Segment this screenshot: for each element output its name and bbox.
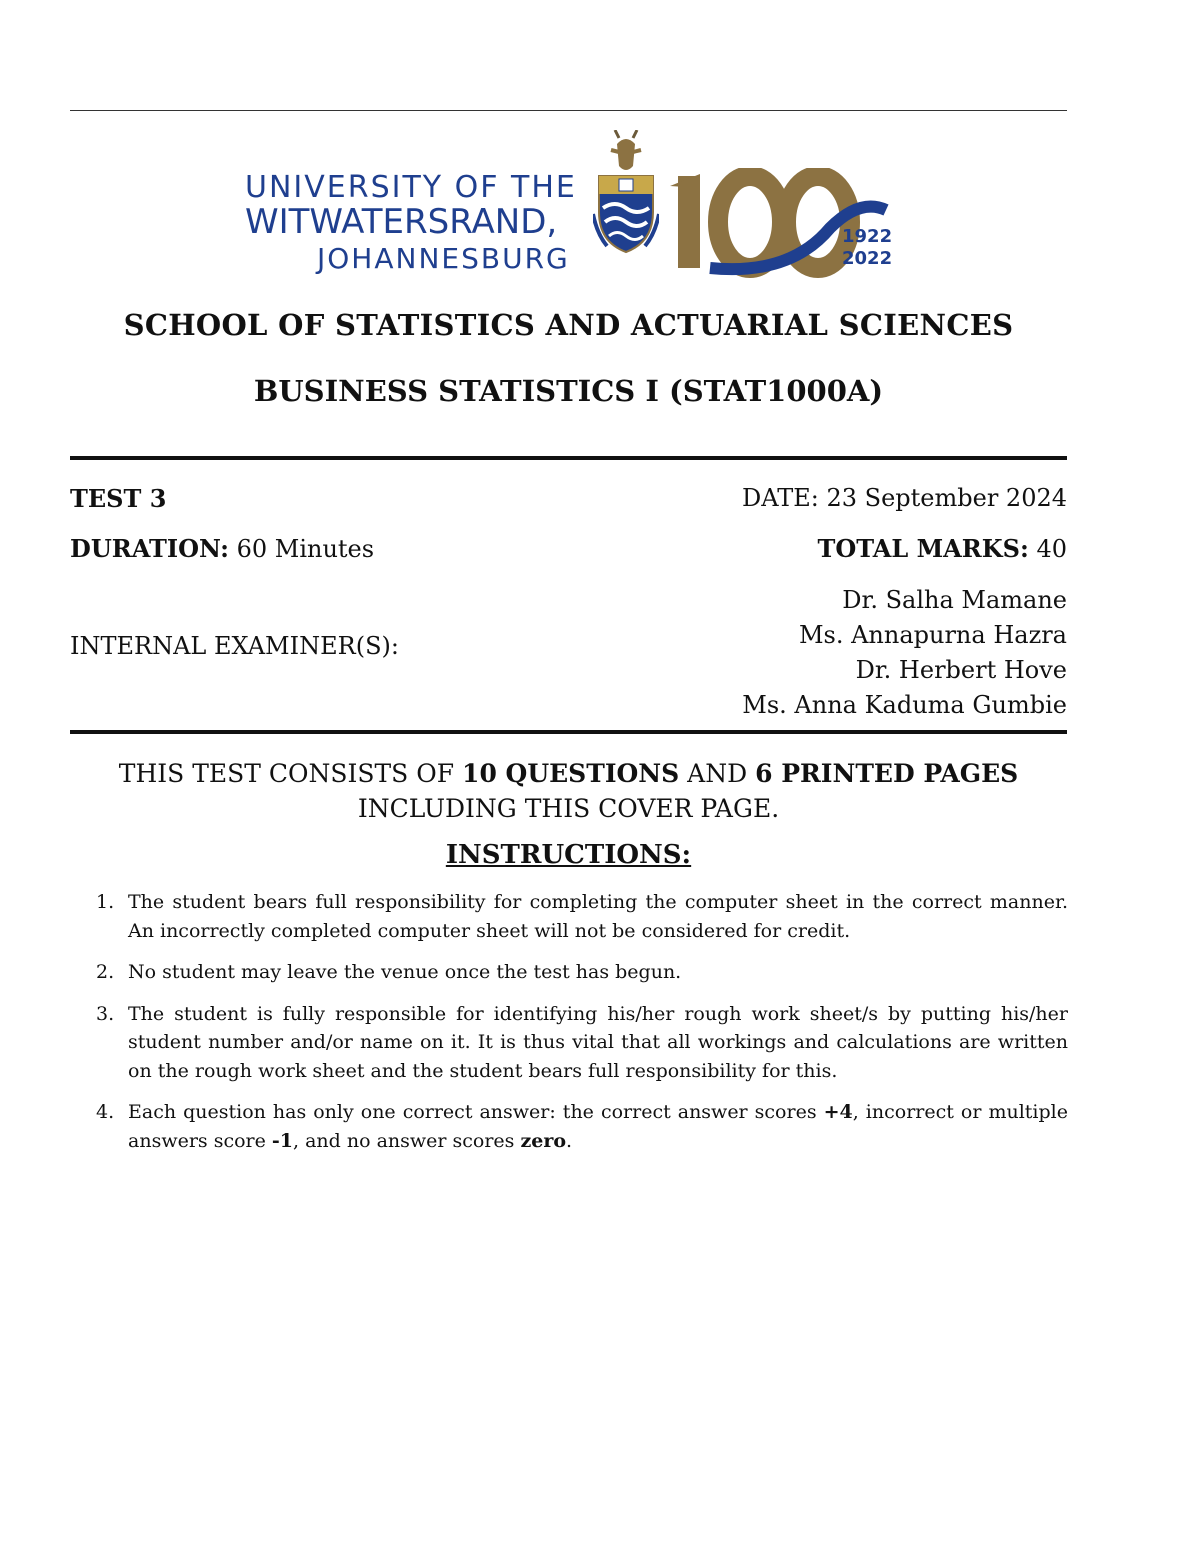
list-item	[96, 888, 1068, 945]
no-answer-score: zero	[520, 1129, 567, 1152]
header-rule-top	[70, 456, 1067, 460]
instructions-heading: INSTRUCTIONS:	[445, 840, 692, 870]
total-marks	[817, 534, 1067, 563]
scoring-text: .	[566, 1129, 573, 1152]
examiners-list	[742, 583, 1067, 723]
duration-value: 60 Minutes	[236, 535, 375, 563]
scoring-text: Each question has only one correct answer: the correct answer scores	[128, 1101, 817, 1123]
correct-score: +4	[823, 1101, 853, 1123]
logo-line-3: JOHANNESBURG	[317, 242, 570, 275]
item-text	[128, 1101, 1068, 1152]
year-start: 1922	[842, 226, 893, 247]
crest-icon	[593, 130, 659, 260]
date-value: 23 September 2024	[826, 484, 1067, 512]
test-duration	[70, 534, 374, 563]
composition-line-2: INCLUDING THIS COVER PAGE.	[357, 794, 780, 823]
logo-line-2: WITWATERSRAND,	[245, 202, 558, 242]
list-item	[96, 1098, 1068, 1155]
total-marks-value: 40	[1036, 535, 1067, 563]
school-name: SCHOOL OF STATISTICS AND ACTUARIAL SCIENCES	[123, 308, 1014, 342]
test-composition	[70, 756, 1067, 826]
duration-label: DURATION:	[70, 534, 229, 563]
question-count: 10 QUESTIONS	[462, 759, 680, 788]
instructions-list	[96, 888, 1068, 1168]
item-text: The student bears full responsibility for completing the computer sheet in the correct manner. An incorrectly completed computer sheet will not be considered for credit.	[128, 891, 1068, 942]
test-date	[742, 484, 1067, 512]
item-text: No student may leave the venue once the test has begun.	[128, 961, 682, 983]
course-title: BUSINESS STATISTICS I (STAT1000A)	[253, 374, 884, 408]
university-logo	[245, 130, 895, 280]
header-rule-bottom	[70, 730, 1067, 734]
scoring-text: , incorrect or multiple answers score	[128, 1101, 1068, 1152]
examiner-name: Dr. Salha Mamane	[842, 586, 1067, 614]
date-label: DATE:	[741, 484, 819, 512]
centenary-years	[842, 226, 892, 270]
list-item	[96, 1000, 1068, 1086]
composition-text: AND	[687, 759, 748, 788]
incorrect-score: -1	[271, 1129, 294, 1152]
scoring-text: , and no answer scores	[293, 1129, 515, 1152]
test-label: TEST 3	[70, 484, 167, 513]
examiners-label: INTERNAL EXAMINER(S):	[70, 632, 399, 660]
logo-line-1: UNIVERSITY OF THE	[245, 170, 577, 205]
composition-text: THIS TEST CONSISTS OF	[118, 759, 455, 788]
list-item	[96, 958, 1068, 987]
item-text: The student is fully responsible for identifying his/her rough work sheet/s by putting his/her student number and/or name on it. It is thus vital that all workings and calculations are written on the rough work sheet and the student bears full responsibility for this.	[128, 1002, 1068, 1082]
examiner-name: Ms. Annapurna Hazra	[798, 621, 1067, 649]
item-number: 1.	[96, 891, 115, 913]
item-number: 4.	[96, 1101, 115, 1123]
examiner-name: Dr. Herbert Hove	[855, 656, 1067, 684]
item-number: 3.	[96, 1002, 115, 1025]
composition-line-1	[70, 756, 1067, 791]
top-rule	[70, 110, 1067, 111]
page-count: 6 PRINTED PAGES	[755, 759, 1019, 788]
examiner-name: Ms. Anna Kaduma Gumbie	[742, 691, 1067, 719]
year-end: 2022	[842, 248, 893, 269]
total-marks-label: TOTAL MARKS:	[817, 534, 1029, 563]
item-number: 2.	[96, 961, 115, 983]
test-number	[70, 484, 166, 513]
